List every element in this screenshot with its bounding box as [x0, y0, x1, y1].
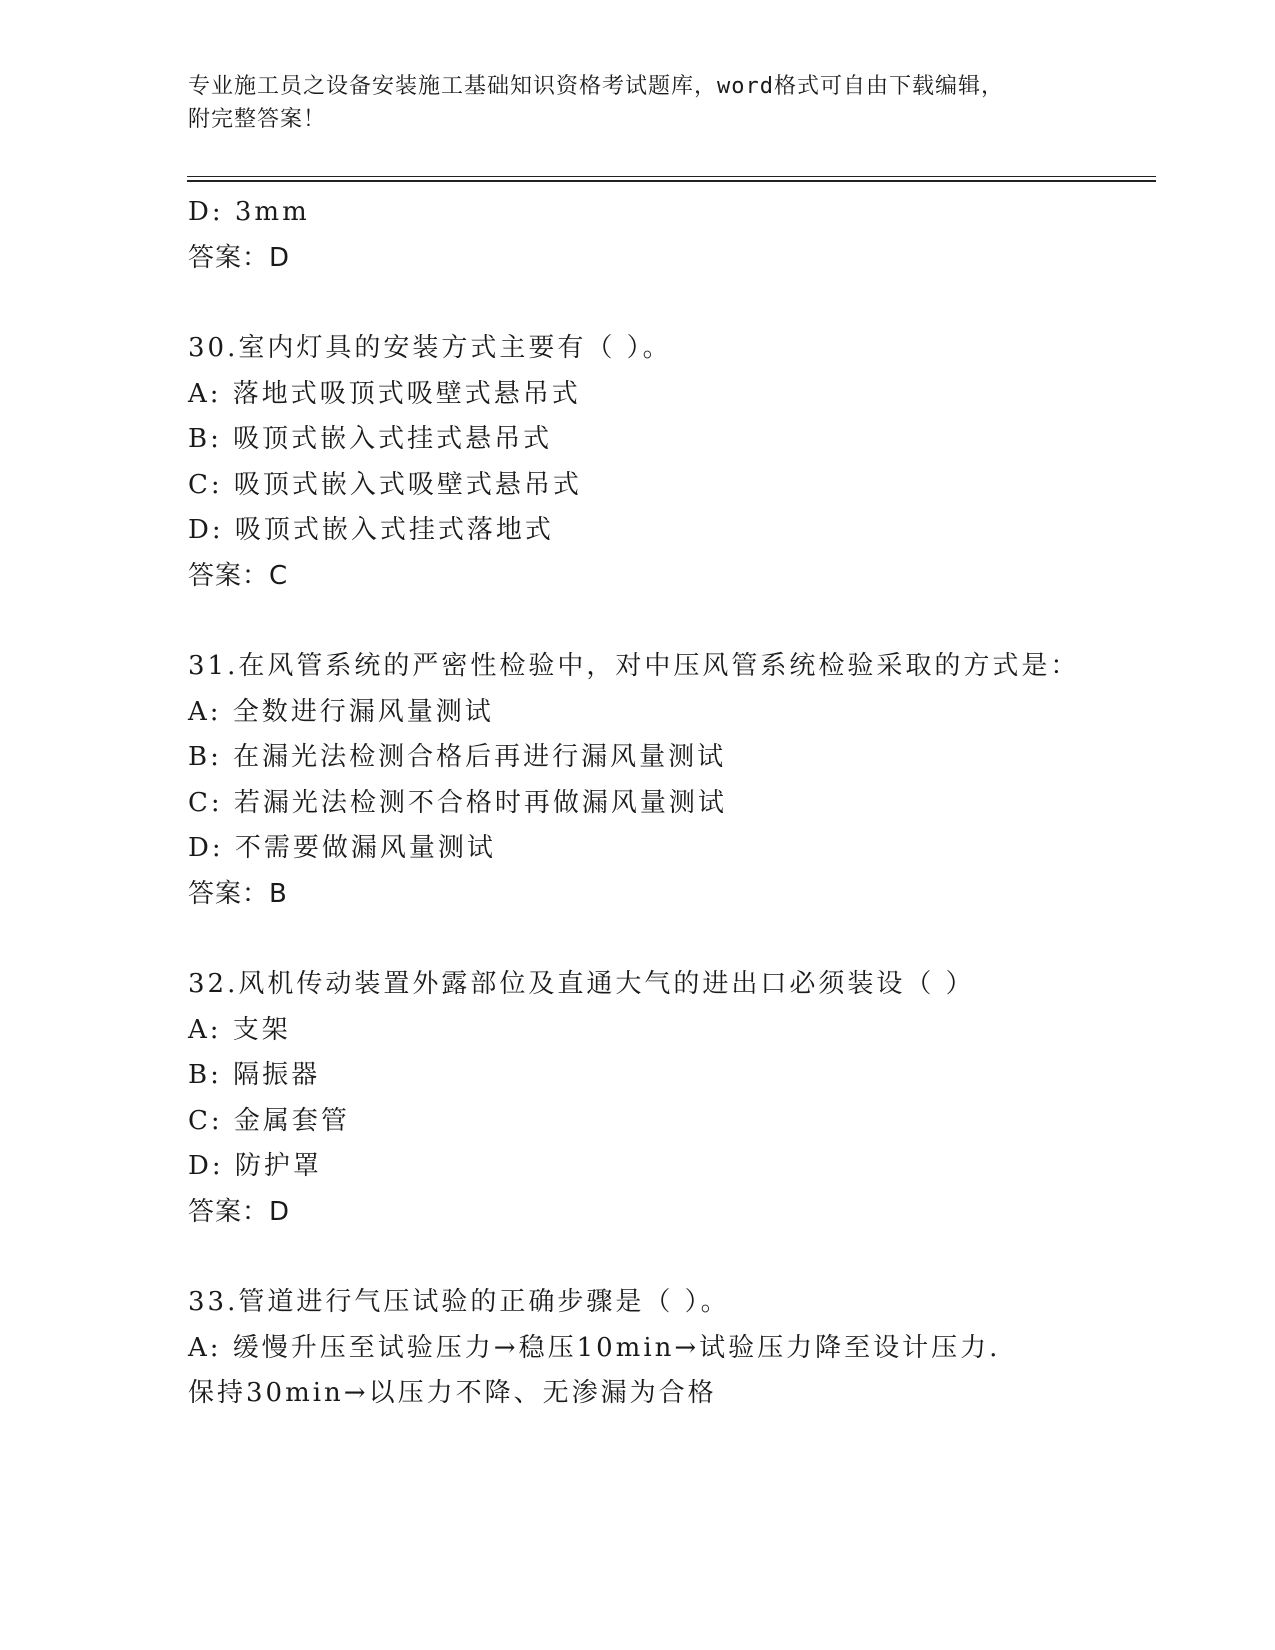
header-divider-thick — [187, 180, 1156, 182]
option-d: D: 不需要做漏风量测试 — [188, 833, 496, 863]
option-a: A: 缓慢升压至试验压力→稳压10min→试验压力降至设计压力.保持30min→以压力不降、无渗漏为合格 — [188, 1332, 1001, 1408]
question-block-30 — [188, 326, 1148, 599]
question-stem: 31.在风管系统的严密性检验中，对中压风管系统检验采取的方式是： — [188, 651, 1080, 681]
question-block-33 — [188, 1280, 1148, 1417]
question-stem: 32.风机传动装置外露部位及直通大气的进出口必须装设（ ） — [188, 969, 975, 999]
option-c: C: 若漏光法检测不合格时再做漏风量测试 — [188, 787, 727, 818]
answer-line: 答案：B — [188, 878, 288, 909]
option-a: A: 落地式吸顶式吸壁式悬吊式 — [188, 378, 581, 409]
option-c: C: 金属套管 — [188, 1105, 350, 1136]
option-b: B: 隔振器 — [188, 1060, 321, 1090]
header-line-1: 专业施工员之设备安装施工基础知识资格考试题库，word格式可自由下载编辑， — [188, 74, 1004, 99]
question-block-32 — [188, 962, 1148, 1235]
option-a: A: 支架 — [188, 1014, 291, 1045]
page-header — [188, 70, 1088, 136]
header-divider-thin — [187, 176, 1156, 177]
option-b: B: 在漏光法检测合格后再进行漏风量测试 — [188, 742, 727, 772]
option-a: A: 全数进行漏风量测试 — [188, 696, 494, 727]
option-d: D: 3mm — [188, 197, 310, 227]
answer-line: 答案：C — [188, 560, 289, 591]
question-block-31 — [188, 644, 1148, 917]
question-block-29 — [188, 190, 1148, 281]
question-list — [188, 190, 1148, 1417]
option-d: D: 吸顶式嵌入式挂式落地式 — [188, 515, 554, 545]
header-line-2: 附完整答案！ — [188, 107, 327, 132]
option-b: B: 吸顶式嵌入式挂式悬吊式 — [188, 424, 553, 454]
question-stem: 33.管道进行气压试验的正确步骤是（ ）。 — [188, 1287, 730, 1317]
answer-line: 答案：D — [188, 1196, 291, 1227]
answer-line: 答案：D — [188, 242, 291, 273]
option-d: D: 防护罩 — [188, 1151, 322, 1181]
option-c: C: 吸顶式嵌入式吸壁式悬吊式 — [188, 469, 582, 500]
question-stem: 30.室内灯具的安装方式主要有（ ）。 — [188, 333, 672, 363]
